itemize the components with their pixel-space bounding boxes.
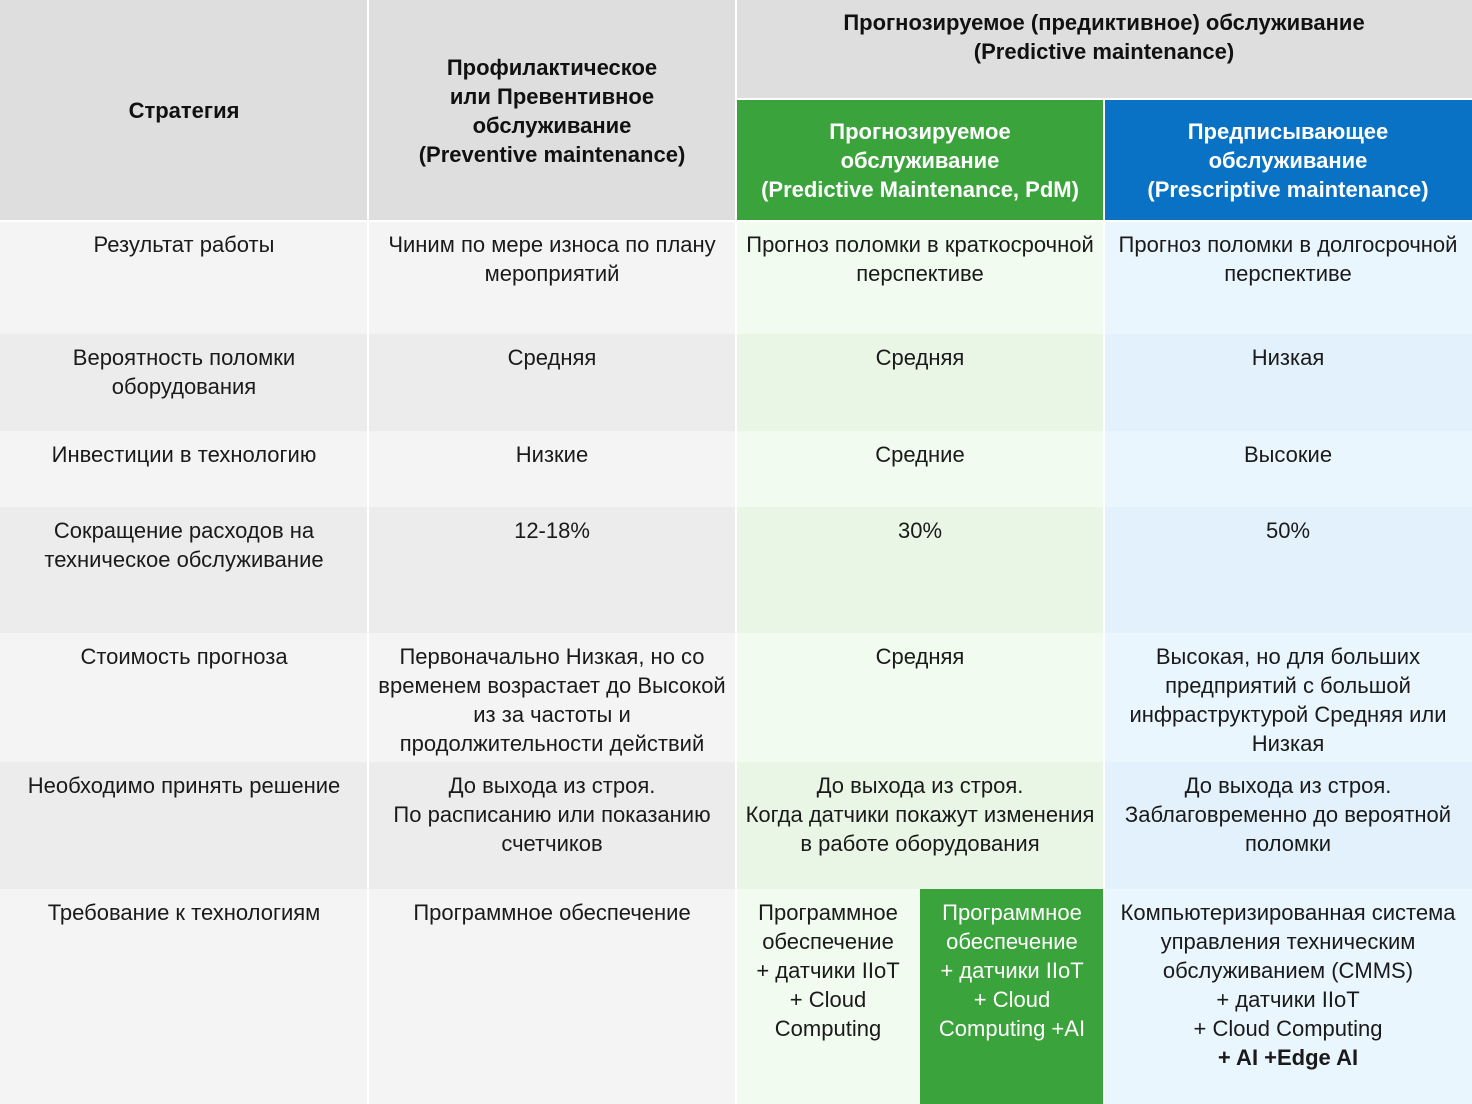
row-6-preventive: До выхода из строя. По расписанию или показанию счетчиков [368,762,736,889]
row-5-pdm: Средняя [736,633,1104,762]
row-5-preventive: Первоначально Низкая, но со временем возрастает до Высокой из за частоты и продолжительности действий [368,633,736,762]
header-strategy: Стратегия [0,0,368,221]
row-7-pdm-left: Программное обеспечение + датчики IIoT + Cloud Computing [736,889,920,1104]
row-4-pdm: 30% [736,507,1104,633]
row-7-prescriptive-main: Компьютеризированная система управления техническим обслуживанием (CMMS) + датчики IIoT + Cloud Computing [1120,900,1456,1041]
header-pdm: Прогнозируемое обслуживание (Predictive Maintenance, PdM) [736,99,1104,221]
row-1-prescriptive: Прогноз поломки в долгосрочной перспективе [1104,221,1472,334]
row-6-pdm: До выхода из строя. Когда датчики покажут изменения в работе оборудования [736,762,1104,889]
header-preventive: Профилактическое или Превентивное обслуживание (Preventive maintenance) [368,0,736,221]
divider [735,0,737,1104]
row-7-prescriptive-ai: + AI +Edge AI [1217,1045,1359,1070]
row-4-preventive: 12-18% [368,507,736,633]
row-7-preventive: Программное обеспечение [368,889,736,1104]
header-predictive-group: Прогнозируемое (предиктивное) обслуживание (Predictive maintenance) [736,0,1472,99]
row-3-preventive: Низкие [368,431,736,507]
row-2-label: Вероятность поломки оборудования [0,334,368,431]
divider [367,0,369,1104]
divider [736,98,1472,100]
row-4-prescriptive: 50% [1104,507,1472,633]
row-1-label: Результат работы [0,221,368,334]
divider [1103,99,1105,1104]
row-3-pdm: Средние [736,431,1104,507]
row-7-pdm-right: Программное обеспечение + датчики IIoT + Cloud Computing +AI [920,889,1104,1104]
row-7-prescriptive [1104,889,1472,1104]
row-3-prescriptive: Высокие [1104,431,1472,507]
row-6-prescriptive: До выхода из строя. Заблаговременно до вероятной поломки [1104,762,1472,889]
row-5-prescriptive: Высокая, но для больших предприятий с большой инфраструктурой Средняя или Низкая [1104,633,1472,762]
row-1-preventive: Чиним по мере износа по плану мероприятий [368,221,736,334]
row-2-pdm: Средняя [736,334,1104,431]
divider [0,220,1472,222]
row-1-pdm: Прогноз поломки в краткосрочной перспективе [736,221,1104,334]
row-4-label: Сокращение расходов на техническое обслуживание [0,507,368,633]
row-2-prescriptive: Низкая [1104,334,1472,431]
header-prescriptive: Предписывающее обслуживание (Prescriptive maintenance) [1104,99,1472,221]
row-6-label: Необходимо принять решение [0,762,368,889]
row-7-label: Требование к технологиям [0,889,368,1104]
row-2-preventive: Средняя [368,334,736,431]
row-3-label: Инвестиции в технологию [0,431,368,507]
row-5-label: Стоимость прогноза [0,633,368,762]
